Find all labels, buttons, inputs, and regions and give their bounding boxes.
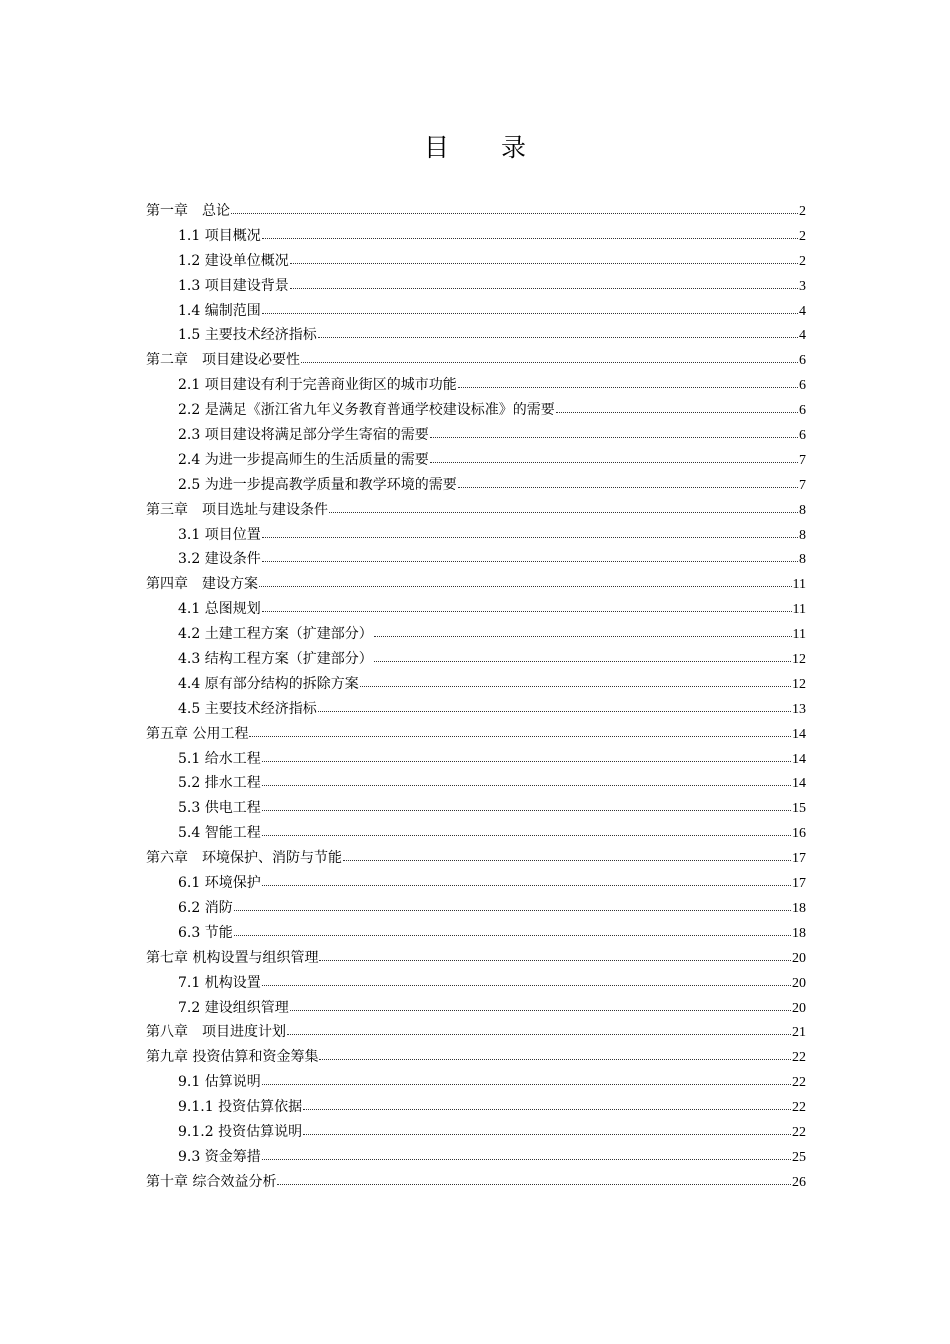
toc-dot-leader [262,536,798,538]
toc-entry-label: 4.4 原有部分结构的拆除方案 [178,675,359,692]
toc-entry-subsection[interactable] [146,1120,806,1145]
toc-entry-page-number: 17 [792,876,806,892]
toc-entry-page-number: 4 [799,328,806,344]
toc-entry-subsection[interactable] [146,1095,806,1120]
toc-entry-label: 第五章 公用工程 [146,725,249,742]
toc-entry-label: 9.1.2 投资估算说明 [178,1123,303,1140]
toc-entry-label: 2.1 项目建设有利于完善商业街区的城市功能 [178,377,457,394]
toc-dot-leader [556,411,798,413]
toc-entry-page-number: 2 [799,253,806,269]
toc-entry-section[interactable] [146,896,806,921]
toc-entry-page-number: 8 [799,527,806,543]
toc-entry-label: 6.1 环境保护 [178,875,261,892]
toc-entry-section[interactable] [146,1145,806,1170]
toc-dot-leader [262,884,791,886]
toc-dot-leader [262,1158,791,1160]
toc-dot-leader [290,287,798,289]
toc-entry-label: 7.2 建设组织管理 [178,999,289,1016]
toc-entry-page-number: 12 [792,676,806,692]
toc-entry-page-number: 6 [799,353,806,369]
toc-entry-page-number: 14 [792,726,806,742]
toc-entry-label: 第一章 总论 [146,203,230,219]
toc-entry-section[interactable] [146,971,806,996]
toc-entry-label: 4.1 总图规划 [178,601,261,618]
toc-entry-label: 5.4 智能工程 [178,825,261,842]
toc-entry-page-number: 20 [792,975,806,991]
toc-dot-leader [287,1033,791,1035]
toc-entry-label: 第二章 项目建设必要性 [146,352,300,369]
toc-entry-page-number: 12 [792,652,806,668]
toc-entry-page-number: 6 [799,403,806,419]
toc-entry-section[interactable] [146,299,806,324]
toc-entry-section[interactable] [146,796,806,821]
toc-entry-page-number: 6 [799,378,806,394]
toc-entry-label: 2.4 为进一步提高师生的生活质量的需要 [178,451,429,468]
toc-dot-leader [290,1009,791,1011]
toc-entry-page-number: 6 [799,428,806,444]
toc-dot-leader [303,1133,791,1135]
toc-title: 目 录 [424,133,548,162]
toc-entry-page-number: 17 [792,851,806,867]
toc-dot-leader [234,934,791,936]
toc-entry-label: 4.2 土建工程方案（扩建部分） [178,626,373,643]
toc-entry-section[interactable] [146,672,806,697]
toc-entry-label: 5.2 排水工程 [178,775,261,792]
toc-entry-section[interactable] [146,224,806,249]
toc-entry-chapter[interactable] [146,1020,806,1045]
toc-entry-label: 第七章 机构设置与组织管理 [146,949,319,966]
toc-entry-page-number: 22 [792,1075,806,1091]
toc-entry-label: 3.1 项目位置 [178,526,261,543]
toc-dot-leader [234,909,791,911]
toc-entry-section[interactable] [146,597,806,622]
toc-entry-section[interactable] [146,871,806,896]
toc-entry-page-number: 21 [792,1025,806,1041]
toc-entry-section[interactable] [146,996,806,1021]
toc-entry-label: 1.5 主要技术经济指标 [178,327,317,344]
toc-entry-page-number: 15 [792,801,806,817]
toc-entry-section[interactable] [146,771,806,796]
toc-entry-label: 3.2 建设条件 [178,551,261,568]
toc-entry-label: 第十章 综合效益分析 [146,1173,277,1190]
toc-entry-section[interactable] [146,747,806,772]
toc-entry-label: 5.3 供电工程 [178,800,261,817]
toc-entry-page-number: 22 [792,1100,806,1116]
toc-entry-label: 2.2 是满足《浙江省九年义务教育普通学校建设标准》的需要 [178,402,555,419]
toc-entry-label: 1.2 建设单位概况 [178,252,289,269]
toc-entry-label: 第九章 投资估算和资金筹集 [146,1049,319,1066]
toc-dot-leader [262,784,791,786]
toc-entry-section[interactable] [146,398,806,423]
toc-entry-page-number: 20 [792,1000,806,1016]
toc-entry-label: 9.3 资金筹措 [178,1148,261,1165]
toc-entry-page-number: 22 [792,1050,806,1066]
toc-entry-page-number: 26 [792,1174,806,1190]
toc-dot-leader [329,511,798,513]
toc-entry-label: 5.1 给水工程 [178,750,261,767]
toc-entry-chapter[interactable] [146,1170,806,1195]
toc-entry-label: 2.5 为进一步提高教学质量和教学环境的需要 [178,476,457,493]
toc-dot-leader [374,660,791,662]
toc-dot-leader [277,1183,791,1185]
toc-dot-leader [318,710,791,712]
toc-entry-page-number: 2 [799,228,806,244]
toc-dot-leader [262,1083,791,1085]
toc-dot-leader [290,262,798,264]
toc-dot-leader [262,610,792,612]
toc-entry-section[interactable] [146,373,806,398]
toc-dot-leader [343,859,791,861]
toc-entry-label: 1.3 项目建设背景 [178,277,289,294]
toc-entry-page-number: 20 [792,950,806,966]
toc-entry-section[interactable] [146,523,806,548]
toc-entry-chapter[interactable] [146,1045,806,1070]
toc-entry-label: 第八章 项目进度计划 [146,1024,286,1041]
toc-dot-leader [458,486,798,488]
toc-entry-page-number: 13 [792,701,806,717]
table-of-contents [146,199,806,1195]
toc-entry-page-number: 25 [792,1149,806,1165]
toc-dot-leader [262,760,791,762]
toc-dot-leader [231,212,798,214]
toc-entry-page-number: 11 [792,577,806,593]
toc-entry-page-number: 7 [799,452,806,468]
toc-entry-page-number: 4 [799,303,806,319]
toc-entry-page-number: 16 [792,826,806,842]
toc-entry-label: 6.2 消防 [178,899,233,916]
toc-entry-chapter[interactable] [146,946,806,971]
toc-entry-label: 7.1 机构设置 [178,974,261,991]
toc-entry-page-number: 11 [792,627,806,643]
toc-entry-page-number: 18 [792,925,806,941]
toc-dot-leader [319,959,791,961]
toc-entry-page-number: 2 [799,204,806,219]
toc-entry-label: 4.5 主要技术经济指标 [178,700,317,717]
toc-entry-section[interactable] [146,821,806,846]
toc-entry-label: 2.3 项目建设将满足部分学生寄宿的需要 [178,427,429,444]
toc-dot-leader [374,635,792,637]
toc-entry-page-number: 14 [792,776,806,792]
toc-entry-page-number: 8 [799,502,806,518]
toc-dot-leader [319,1058,791,1060]
toc-dot-leader [301,361,798,363]
toc-entry-section[interactable] [146,921,806,946]
toc-entry-section[interactable] [146,473,806,498]
toc-entry-page-number: 8 [799,552,806,568]
toc-dot-leader [259,585,792,587]
toc-entry-page-number: 7 [799,477,806,493]
toc-entry-label: 9.1.1 投资估算依据 [178,1099,303,1116]
toc-entry-chapter[interactable] [146,722,806,747]
toc-entry-chapter[interactable] [146,498,806,523]
toc-dot-leader [430,436,798,438]
toc-entry-label: 4.3 结构工程方案（扩建部分） [178,651,373,668]
toc-dot-leader [430,461,798,463]
toc-entry-section[interactable] [146,423,806,448]
toc-entry-label: 第六章 环境保护、消防与节能 [146,850,342,867]
toc-dot-leader [262,984,791,986]
toc-dot-leader [262,834,791,836]
toc-entry-section[interactable] [146,249,806,274]
toc-entry-chapter[interactable] [146,348,806,373]
toc-entry-chapter[interactable] [146,572,806,597]
toc-entry-page-number: 14 [792,751,806,767]
toc-dot-leader [318,336,798,338]
toc-entry-section[interactable] [146,323,806,348]
toc-entry-section[interactable] [146,697,806,722]
toc-entry-label: 1.4 编制范围 [178,302,261,319]
toc-entry-section[interactable] [146,547,806,572]
toc-entry-label: 1.1 项目概况 [178,227,261,244]
toc-entry-label: 第四章 建设方案 [146,576,258,593]
toc-dot-leader [262,560,798,562]
toc-entry-page-number: 18 [792,900,806,916]
toc-dot-leader [262,312,798,314]
toc-entry-page-number: 11 [792,602,806,618]
toc-dot-leader [458,386,798,388]
toc-entry-section[interactable] [146,622,806,647]
toc-dot-leader [360,685,791,687]
toc-entry-section[interactable] [146,1070,806,1095]
toc-entry-chapter[interactable] [146,199,806,224]
toc-dot-leader [303,1108,791,1110]
toc-dot-leader [262,809,791,811]
toc-entry-label: 第三章 项目选址与建设条件 [146,501,328,518]
toc-dot-leader [249,735,791,737]
toc-entry-section[interactable] [146,448,806,473]
toc-entry-label: 6.3 节能 [178,924,233,941]
toc-entry-label: 9.1 估算说明 [178,1074,261,1091]
toc-entry-section[interactable] [146,647,806,672]
toc-dot-leader [262,237,798,239]
toc-entry-page-number: 3 [799,278,806,294]
toc-entry-chapter[interactable] [146,846,806,871]
toc-entry-page-number: 22 [792,1124,806,1140]
toc-entry-section[interactable] [146,274,806,299]
